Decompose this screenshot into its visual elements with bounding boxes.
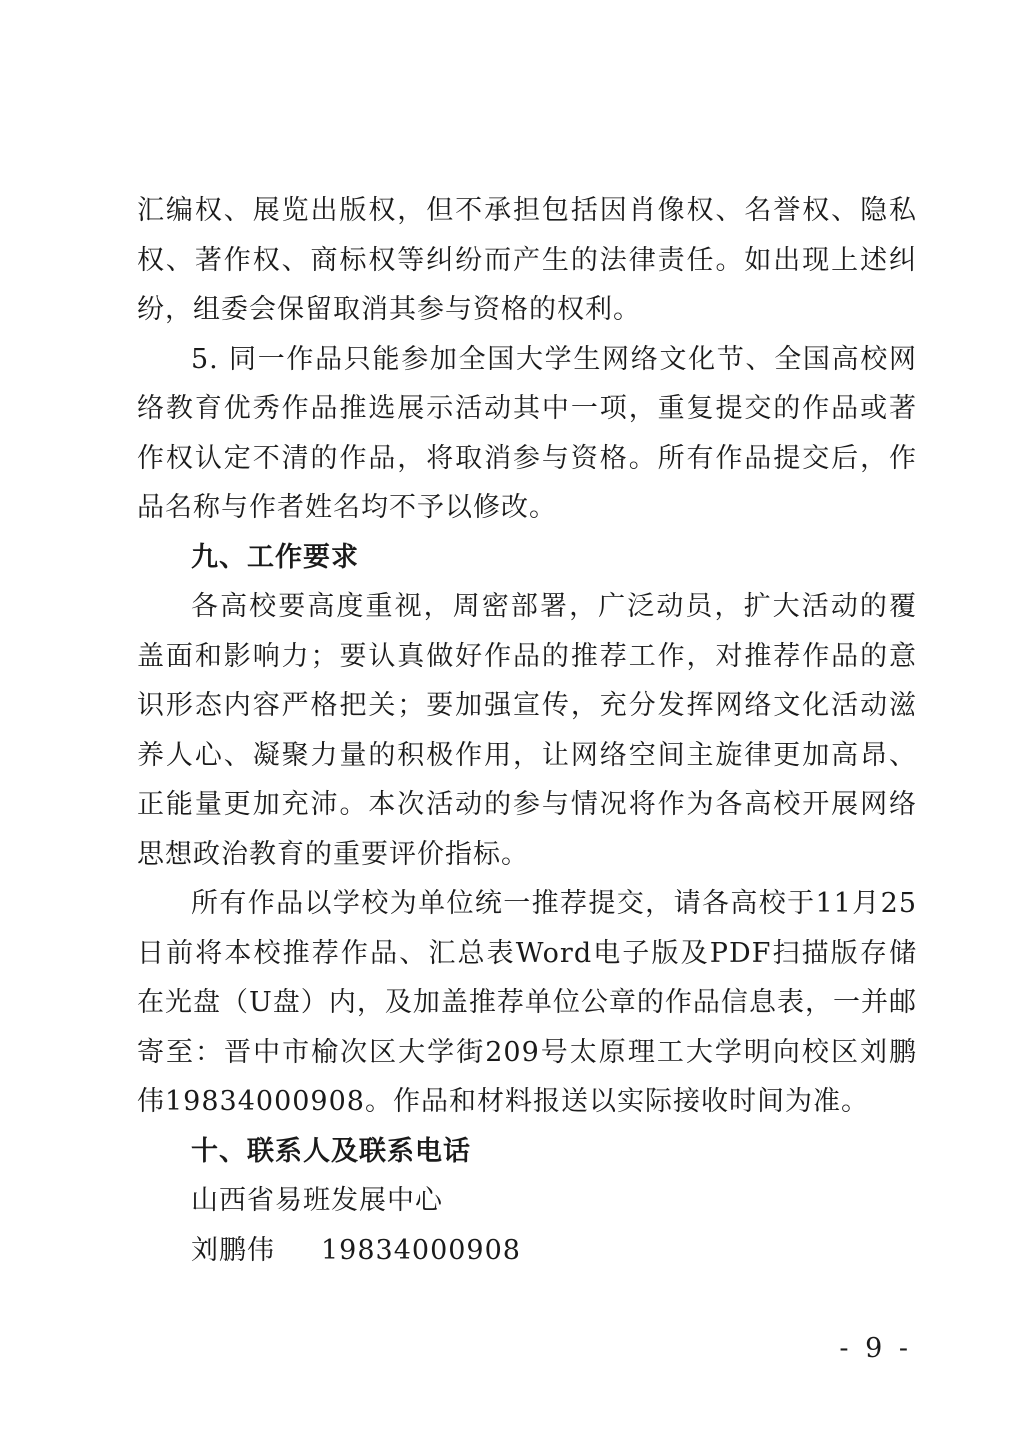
document-body [137, 186, 917, 1275]
paragraph-item-5: 5. 同一作品只能参加全国大学生网络文化节、全国高校网络教育优秀作品推选展示活动其中一项，重复提交的作品或著作权认定不清的作品，将取消参与资格。所有作品提交后，作品名称与作者姓名均不予以修改。 [137, 343, 917, 523]
paragraph-rights-disclaimer: 汇编权、展览出版权，但不承担包括因肖像权、名誉权、隐私权、著作权、商标权等纠纷而产生的法律责任。如出现上述纠纷，组委会保留取消其参与资格的权利。 [137, 195, 917, 325]
section-heading-contact: 十、联系人及联系电话 [191, 1135, 471, 1167]
section-heading-work-requirements: 九、工作要求 [191, 541, 359, 573]
contact-person-name: 刘鹏伟 [191, 1234, 275, 1266]
paragraph-work-requirements: 各高校要高度重视，周密部署，广泛动员，扩大活动的覆盖面和影响力；要认真做好作品的推荐工作，对推荐作品的意识形态内容严格把关；要加强宣传，充分发挥网络文化活动滋养人心、凝聚力量的积极作用，让网络空间主旋律更加高昂、正能量更加充沛。本次活动的参与情况将作为各高校开展网络思想政治教育的重要评价指标。 [137, 591, 917, 870]
contact-phone: 19834000908 [321, 1234, 521, 1266]
contact-person-line [137, 1226, 917, 1276]
contact-organization: 山西省易班发展中心 [191, 1185, 443, 1216]
page-number: - 9 - [839, 1333, 912, 1364]
paragraph-submission: 所有作品以学校为单位统一推荐提交，请各高校于11月25日前将本校推荐作品、汇总表Word电子版及PDF扫描版存储在光盘（U盘）内，及加盖推荐单位公章的作品信息表，一并邮寄至：晋中市榆次区大学街209号太原理工大学明向校区刘鹏伟19834000908。作品和材料报送以实际接收时间为准。 [137, 888, 917, 1117]
